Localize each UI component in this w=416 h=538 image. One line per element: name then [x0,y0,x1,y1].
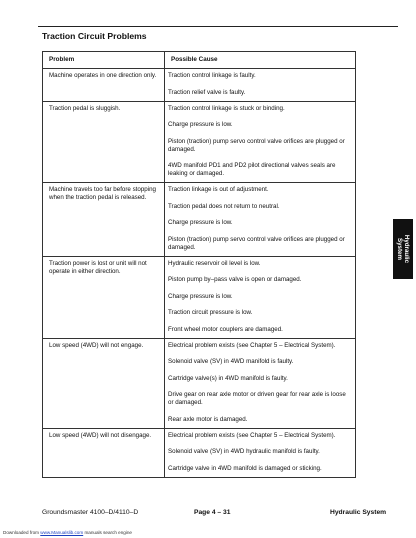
cause-item: Charge pressure is low. [168,219,233,226]
table-row [43,183,356,257]
section-title: Traction Circuit Problems [42,31,147,41]
causes-cell [165,428,356,477]
cause-item: 4WD manifold PD1 and PD2 pilot directional valves seals are leaking or damaged. [168,162,336,177]
cause-item: Traction linkage is out of adjustment. [168,186,269,193]
cause-item: Traction circuit pressure is low. [168,309,253,316]
causes-cell [165,183,356,257]
table-row [43,101,356,183]
problem-cell: Traction power is lost or unit will not operate in either direction. [43,256,165,338]
column-header-problem: Problem [43,52,165,69]
cause-item: Cartridge valve(s) in 4WD manifold is faulty. [168,374,288,382]
problem-cell: Low speed (4WD) will not disengage. [43,428,165,477]
cause-item: Electrical problem exists (see Chapter 5 – Electrical System). [168,431,336,439]
cause-item: Charge pressure is low. [168,292,233,300]
top-rule [38,26,398,27]
footer-page-number: Page 4 – 31 [194,509,231,516]
table-row [43,256,356,338]
cause-item: Solenoid valve (SV) in 4WD manifold is faulty. [168,358,294,365]
cause-item: Traction control linkage is stuck or binding. [168,104,285,112]
causes-cell [165,69,356,102]
cause-item: Charge pressure is low. [168,121,233,128]
cause-item: Piston pump by–pass valve is open or damaged. [168,276,302,283]
download-notice [3,530,132,535]
cause-item: Piston (traction) pump servo control valve orifices are plugged or damaged. [168,137,345,153]
problem-cell: Machine travels too far before stopping when the traction pedal is released. [43,183,165,257]
causes-cell [165,256,356,338]
chapter-tab[interactable] [393,219,413,279]
cause-item: Traction control linkage is faulty. [168,72,256,79]
cause-item: Piston (traction) pump servo control valve orifices are plugged or damaged. [168,235,345,251]
cause-item: Cartridge valve in 4WD manifold is damaged or sticking. [168,464,322,472]
cause-item: Front wheel motor couplers are damaged. [168,325,283,333]
column-header-possible-cause: Possible Cause [165,52,356,69]
problem-cell: Low speed (4WD) will not engage. [43,338,165,428]
cause-item: Traction pedal does not return to neutral. [168,202,280,210]
table-row [43,428,356,477]
chapter-tab-label [396,235,410,263]
cause-item: Traction relief valve is faulty. [168,88,246,96]
problem-cell: Traction pedal is sluggish. [43,101,165,183]
cause-item: Solenoid valve (SV) in 4WD hydraulic manifold is faulty. [168,448,320,455]
table-row [43,338,356,428]
table-header-row [43,52,356,69]
cause-item: Drive gear on rear axle motor or driven gear for rear axle is loose or damaged. [168,391,346,406]
problem-cell: Machine operates in one direction only. [43,69,165,102]
troubleshooting-table [42,51,356,478]
cause-item: Rear axle motor is damaged. [168,415,248,423]
cause-item: Hydraulic reservoir oil level is low. [168,259,261,267]
causes-cell [165,338,356,428]
causes-cell [165,101,356,183]
download-suffix: manuals search engine [84,530,132,535]
manualslib-link[interactable]: www.Manualslib.com [40,530,84,535]
footer-section: Hydraulic System [330,509,387,516]
table-row [43,69,356,102]
chapter-tab-line2: System [396,237,403,261]
footer-model: Groundsmaster 4100–D/4110–D [42,509,139,516]
chapter-tab-line1: Hydraulic [403,234,410,264]
download-prefix: Downloaded from [3,530,40,535]
cause-item: Electrical problem exists (see Chapter 5 – Electrical System). [168,341,336,349]
